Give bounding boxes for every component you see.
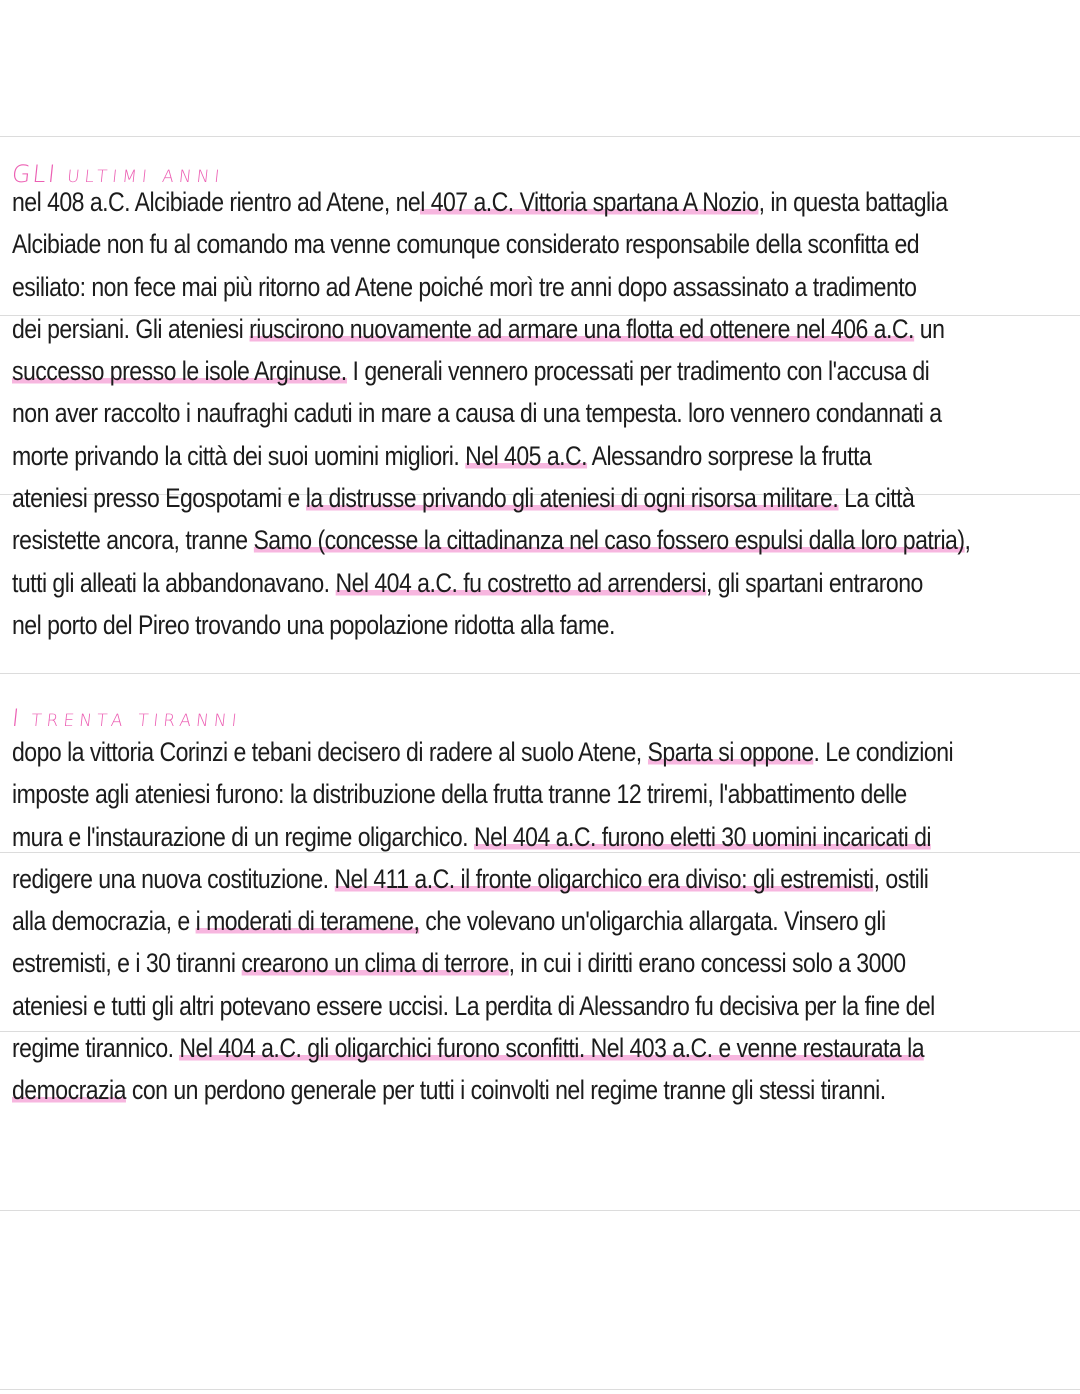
text-segment: I generali vennero processati per tradimento con l'accusa di	[346, 356, 930, 387]
text-segment: ,	[964, 525, 971, 556]
highlighted-text: Nel 404 a.C. fu costretto ad arrendersi	[335, 567, 706, 598]
text-segment: un	[913, 313, 945, 344]
text-line	[12, 942, 934, 984]
highlighted-text: crearono un clima di terrore	[241, 948, 509, 979]
highlighted-text: Nel 404 a.C. furono eletti 30 uomini incaricati di	[473, 821, 931, 852]
highlighted-text: riuscirono nuovamente ad armare una flotta ed ottenere nel 406 a.C.	[249, 313, 914, 344]
heading-rest: TRENTA TIRANNI	[30, 711, 243, 731]
text-segment: , in questa battaglia	[758, 187, 948, 217]
highlighted-text: i moderati di teramene,	[195, 906, 420, 937]
highlighted-text: democrazia	[12, 1075, 126, 1106]
heading-first-word: I	[10, 704, 23, 732]
text-line	[12, 392, 942, 434]
text-segment: tutti gli alleati la abbandonavano.	[12, 567, 336, 598]
text-segment: Alessandro sorprese la frutta	[587, 440, 872, 471]
section-body-ultimi-anni	[12, 181, 971, 646]
text-line	[12, 266, 934, 308]
text-segment: con un perdono generale per tutti i coinvolti nel regime tranne gli stessi tiranni.	[125, 1075, 886, 1106]
highlighted-text: Samo (concesse la cittadinanza nel caso fossero espulsi dalla loro patria)	[253, 525, 965, 556]
text-segment: , ostili	[873, 863, 929, 894]
text-segment: regime tirannico.	[12, 1033, 180, 1064]
text-line	[12, 816, 934, 858]
text-segment: . Le condizioni	[813, 737, 954, 767]
section-heading-trenta-tiranni	[11, 704, 244, 732]
text-segment: nel 408 a.C. Alcibiade rientro ad Atene, ne	[12, 187, 421, 217]
text-line	[12, 1027, 934, 1069]
section-body-trenta-tiranni	[12, 731, 954, 1112]
text-line	[12, 985, 934, 1027]
highlighted-text: Nel 404 a.C. gli oligarchici furono sconfitti. Nel 403 a.C. e venne restaurata la	[179, 1033, 925, 1064]
text-line	[12, 223, 934, 265]
text-segment: estremisti, e i 30 tiranni	[12, 948, 242, 979]
text-line	[12, 1069, 934, 1111]
highlighted-text: l 407 a.C. Vittoria spartana A Nozio	[420, 187, 759, 217]
text-segment: dopo la vittoria Corinzi e tebani decisero di radere al suolo Atene,	[12, 737, 648, 767]
text-line	[12, 477, 934, 519]
text-line	[12, 435, 934, 477]
text-line	[12, 900, 934, 942]
text-line	[12, 350, 934, 392]
text-line	[12, 858, 934, 900]
text-line	[12, 519, 971, 561]
text-segment: esiliato: non fece mai più ritorno ad Atene poiché morì tre anni dopo assassinato a tradimento	[12, 271, 917, 302]
text-line	[12, 308, 945, 350]
text-segment: morte privando la città dei suoi uomini migliori.	[12, 440, 466, 471]
text-segment: alla democrazia, e	[12, 906, 196, 937]
text-segment: dei persiani. Gli ateniesi	[12, 313, 250, 344]
text-segment: che volevano un'oligarchia allargata. Vinsero gli	[419, 906, 886, 937]
text-segment: ateniesi presso Egospotami e	[12, 483, 306, 514]
text-line	[12, 731, 954, 773]
text-line	[12, 562, 934, 604]
text-segment: mura e l'instaurazione di un regime oligarchico.	[12, 821, 474, 852]
highlighted-text: Sparta si oppone	[647, 737, 814, 767]
text-segment: imposte agli ateniesi furono: la distribuzione della frutta tranne 12 triremi, l'abbattimento delle	[12, 779, 907, 810]
highlighted-text: successo presso le isole Arginuse.	[12, 356, 347, 387]
text-line	[12, 773, 934, 815]
text-segment: redigere una nuova costituzione.	[12, 863, 335, 894]
text-segment: , gli spartani entrarono	[705, 567, 923, 598]
heading-first-word: GLI	[10, 160, 59, 188]
text-line	[12, 604, 934, 646]
text-segment: , in cui i diritti erano concessi solo a 3000	[508, 948, 906, 979]
text-line	[12, 181, 948, 223]
text-segment: La città	[838, 483, 915, 514]
text-segment: nel porto del Pireo trovando una popolazione ridotta alla fame.	[12, 609, 615, 640]
text-segment: non aver raccolto i naufraghi caduti in mare a causa di una tempesta. loro vennero condannati a	[12, 398, 942, 429]
highlighted-text: Nel 405 a.C.	[465, 440, 588, 471]
text-segment: resistette ancora, tranne	[12, 525, 254, 556]
highlighted-text: Nel 411 a.C. il fronte oligarchico era diviso: gli estremisti	[334, 863, 874, 894]
highlighted-text: la distrusse privando gli ateniesi di ogni risorsa militare.	[305, 483, 839, 514]
text-segment: Alcibiade non fu al comando ma venne comunque considerato responsabile della sconfitta ed	[12, 229, 920, 260]
heading-rest: ULTIMI ANNI	[66, 167, 226, 187]
text-segment: ateniesi e tutti gli altri potevano essere uccisi. La perdita di Alessandro fu decisiva per la fine del	[12, 990, 935, 1021]
